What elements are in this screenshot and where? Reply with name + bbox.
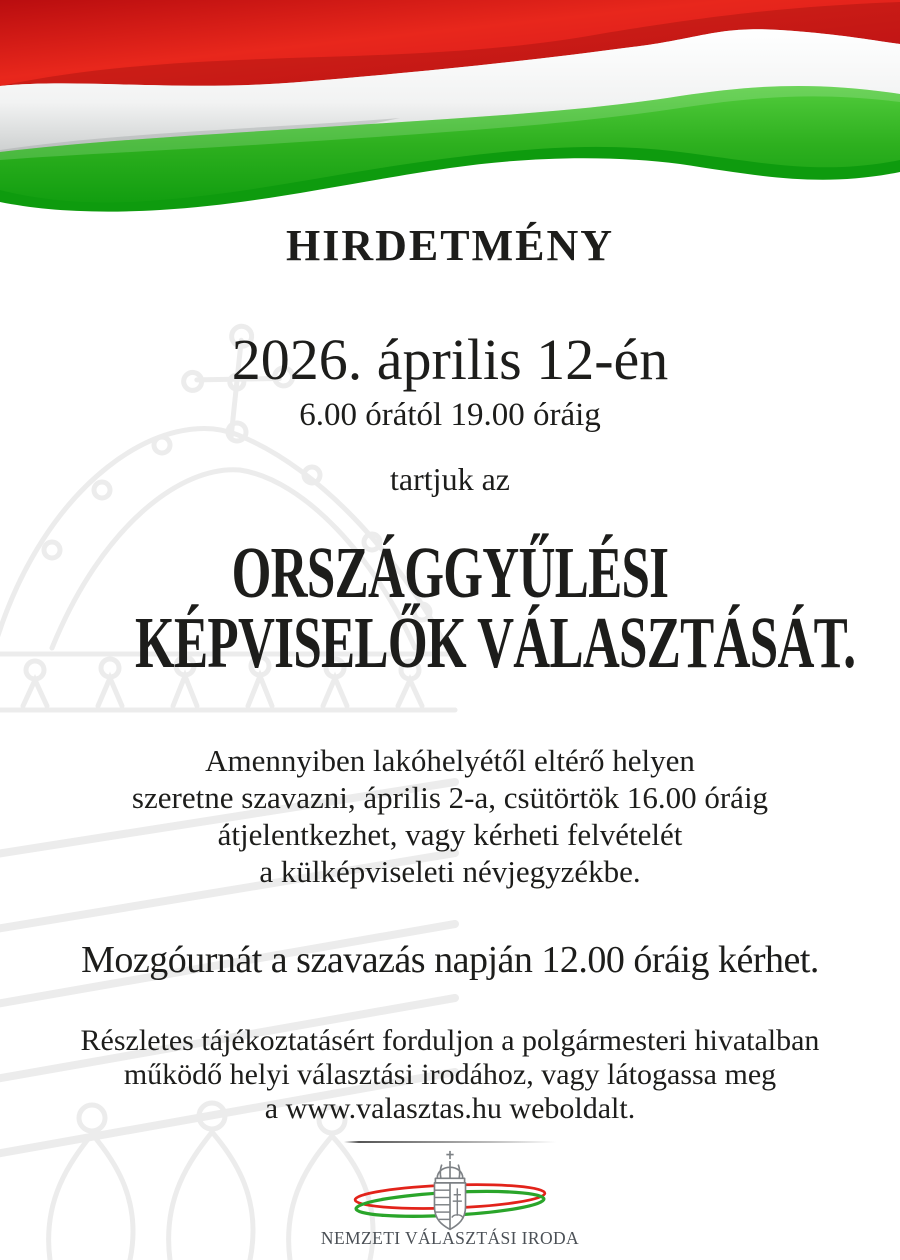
transfer-info-paragraph [0,742,900,890]
lead-in-text: tartjuk az [390,461,510,497]
info-line: működő helyi választási irodához, vagy látogassa meg [123,1058,777,1091]
election-title-line2: KÉPVISELŐK VÁLASZTÁSÁT. [135,602,856,683]
hungarian-flag-wave-icon [0,0,900,215]
nvi-coat-of-arms-icon [345,1148,555,1236]
transfer-info-line: a külképviseleti névjegyzékbe. [259,854,641,889]
info-line: Részletes tájékoztatásért forduljon a polgármesteri hivatalban [80,1024,820,1057]
election-title [135,532,856,683]
transfer-info-line: szeretne szavazni, április 2-a, csütörtök 16.00 óráig [131,780,769,815]
election-date: 2026. április 12-én [231,327,669,392]
info-line: a www.valasztas.hu weboldalt. [264,1092,636,1125]
voting-hours: 6.00 órától 19.00 óráig [299,397,601,433]
transfer-info-line: Amennyiben lakóhelyétől eltérő helyen [205,743,695,778]
transfer-info-line: átjelentkezhet, vagy kérheti felvételét [217,817,683,852]
election-title-line1: ORSZÁGGYŰLÉSI [231,532,669,613]
mobile-ballot-line: Mozgóurnát a szavazás napján 12.00 óráig kérhet. [81,939,819,981]
poster-title: HIRDETMÉNY [285,221,615,270]
organization-name: NEMZETI VÁLASZTÁSI IRODA [320,1228,580,1248]
footer-divider [344,1141,556,1143]
info-paragraph [0,1024,900,1126]
